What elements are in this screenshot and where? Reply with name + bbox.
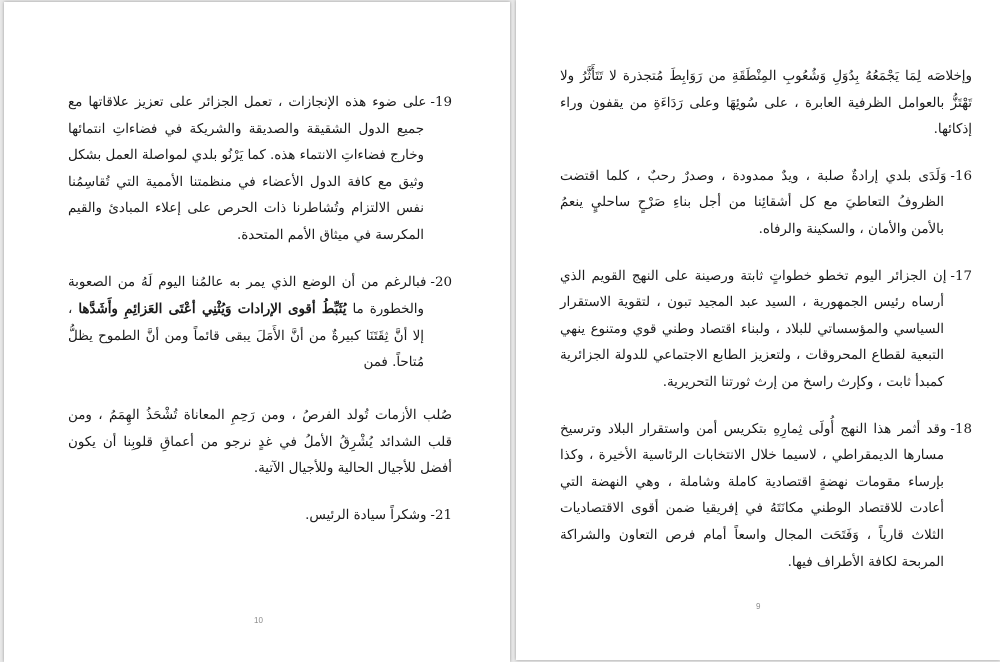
paragraph-text-continued: ، إلا أنَّ ثِقَتَنَا كبيرةٌ من أنَّ الأَمَلَ يبقى قائماً ومن أنَّ الطموح يظلُّ مُتاحاً. فمن — [68, 302, 424, 371]
paragraph-text: على ضوء هذه الإنجازات ، تعمل الجزائر على تعزيز علاقاتها مع جميع الدول الشقيقة والصديقة والشريكة في فضاءاتِ انتمائها وخارج فضاءاتِ الانتماء هذه. كما يَرْنُو بلدي لمواصلة العمل بشكل وثيق مع كافة الدول الأعضاء في منظمتنا الأممية التي تُقاسِمُنا نفس الالتزام وتُشاطرنا ذات الحرص على إعلاء المبادئ والقيم المكرسة في ميثاق الأمم المتحدة. — [68, 95, 427, 243]
paragraph-number: 16- — [950, 168, 972, 184]
paragraph-15-continued — [560, 64, 972, 144]
paragraph-text: إن الجزائر اليوم تخطو خطواتٍ ثابتة ورصينة على النهج القويم الذي أرساه رئيس الجمهورية ، السيد عبد المجيد تبون ، لتقوية الاستقرار السياسي والمؤسساتي للبلاد ، ولبناء اقتصاد وطني قوي ومتنوع ينهي التبعية لقطاع المحروقات ، ولتعزيز الطابع الاجتماعي للدولة الجزائرية كمبدأ ثابت ، وكإرث راسخ من إرث ثورتنا التحريرية. — [560, 268, 947, 390]
page-number: 9 — [756, 602, 761, 611]
page-number: 10 — [254, 616, 263, 625]
paragraph-20 — [68, 270, 452, 377]
paragraph-17 — [560, 264, 972, 397]
page-text-block — [68, 90, 452, 549]
paragraph-20-continued — [68, 403, 452, 483]
paragraph-18 — [560, 417, 972, 577]
document-page-right — [516, 0, 1000, 660]
paragraph-number: 19- — [430, 95, 452, 110]
paragraph-number: 21- — [430, 507, 452, 523]
paragraph-text: صُلب الأزمات تُولد الفرصُ ، ومن رَحِمِ المعاناة تُشْحَذُ الهِمَمُ ، ومن قلب الشدائد يُشْرِقُ الأملُ في غدٍ نرجو من أعماقِ قلوبِنا أن يكون أفضل للأجيال الحالية وللأجيال الآتية. — [68, 407, 452, 477]
paragraph-number: 20- — [430, 274, 452, 290]
paragraph-16 — [560, 164, 972, 244]
paragraph-text: وشكراً سيادة الرئيس. — [305, 507, 427, 523]
page-text-block — [560, 64, 972, 596]
paragraph-number: 18- — [950, 421, 972, 437]
paragraph-text: وَلَدَى بلدي إرادةٌ صلبة ، ويدٌ ممدودة ، وصدرٌ رحبٌ ، كلما اقتضت الظروفُ التعاطيَ مع كل أشقائِنا من أجل بناءِ صَرْحٍ ساحليٍ ينعمُ بالأمن والأمان ، والسكينة والرفاه. — [560, 168, 947, 237]
document-page-left — [4, 2, 510, 662]
paragraph-text: وإخلاصَه لِمَا يَجْمَعُهُ بِدُوَلِ وَشُعُوبِ المِنْطَقَةِ من رَوَابِطَ مُتجذرة لا تَتَأَثَّرُ ولا تَهْتَزُّ بالعوامل الظرفية العابرة ، على سُوئِهَا وعلى رَدَاءَةِ من يقفون وراء إذكائها. — [560, 69, 972, 138]
paragraph-text: فبالرغم من أن الوضع الذي يمر به عالمُنا اليوم لَهُ من الصعوبة والخطورة ما — [68, 274, 427, 318]
paragraph-21 — [68, 503, 452, 530]
paragraph-19 — [68, 90, 452, 250]
paragraph-bold-phrase: يُثَبِّطُ أقوى الإرادات وَيُثْنِي أعْتَى العَزائِمِ وأَشَدَّها — [78, 301, 347, 318]
paragraph-text: وقد أثمر هذا النهج أُولَى ثِمارِهِ بتكريس أمن واستقرار البلاد وترسيخ مسارها الديمقراطي ، لاسيما خلال الانتخابات الرئاسية الأخيرة ، وكذا بإرساء مقومات نهضةٍ اقتصادية كاملة وشاملة ، وهي النهضة التي أعادت للاقتصاد الوطني مكانَتَهُ في إفريقيا ضمن أقوى الاقتصاديات الثلاث قارياً ، وَفَتَحَت المجال واسعاً أمام فرص التعاون والشراكة المربحة لكافة الأطراف فيها. — [560, 421, 947, 570]
paragraph-number: 17- — [950, 268, 972, 284]
